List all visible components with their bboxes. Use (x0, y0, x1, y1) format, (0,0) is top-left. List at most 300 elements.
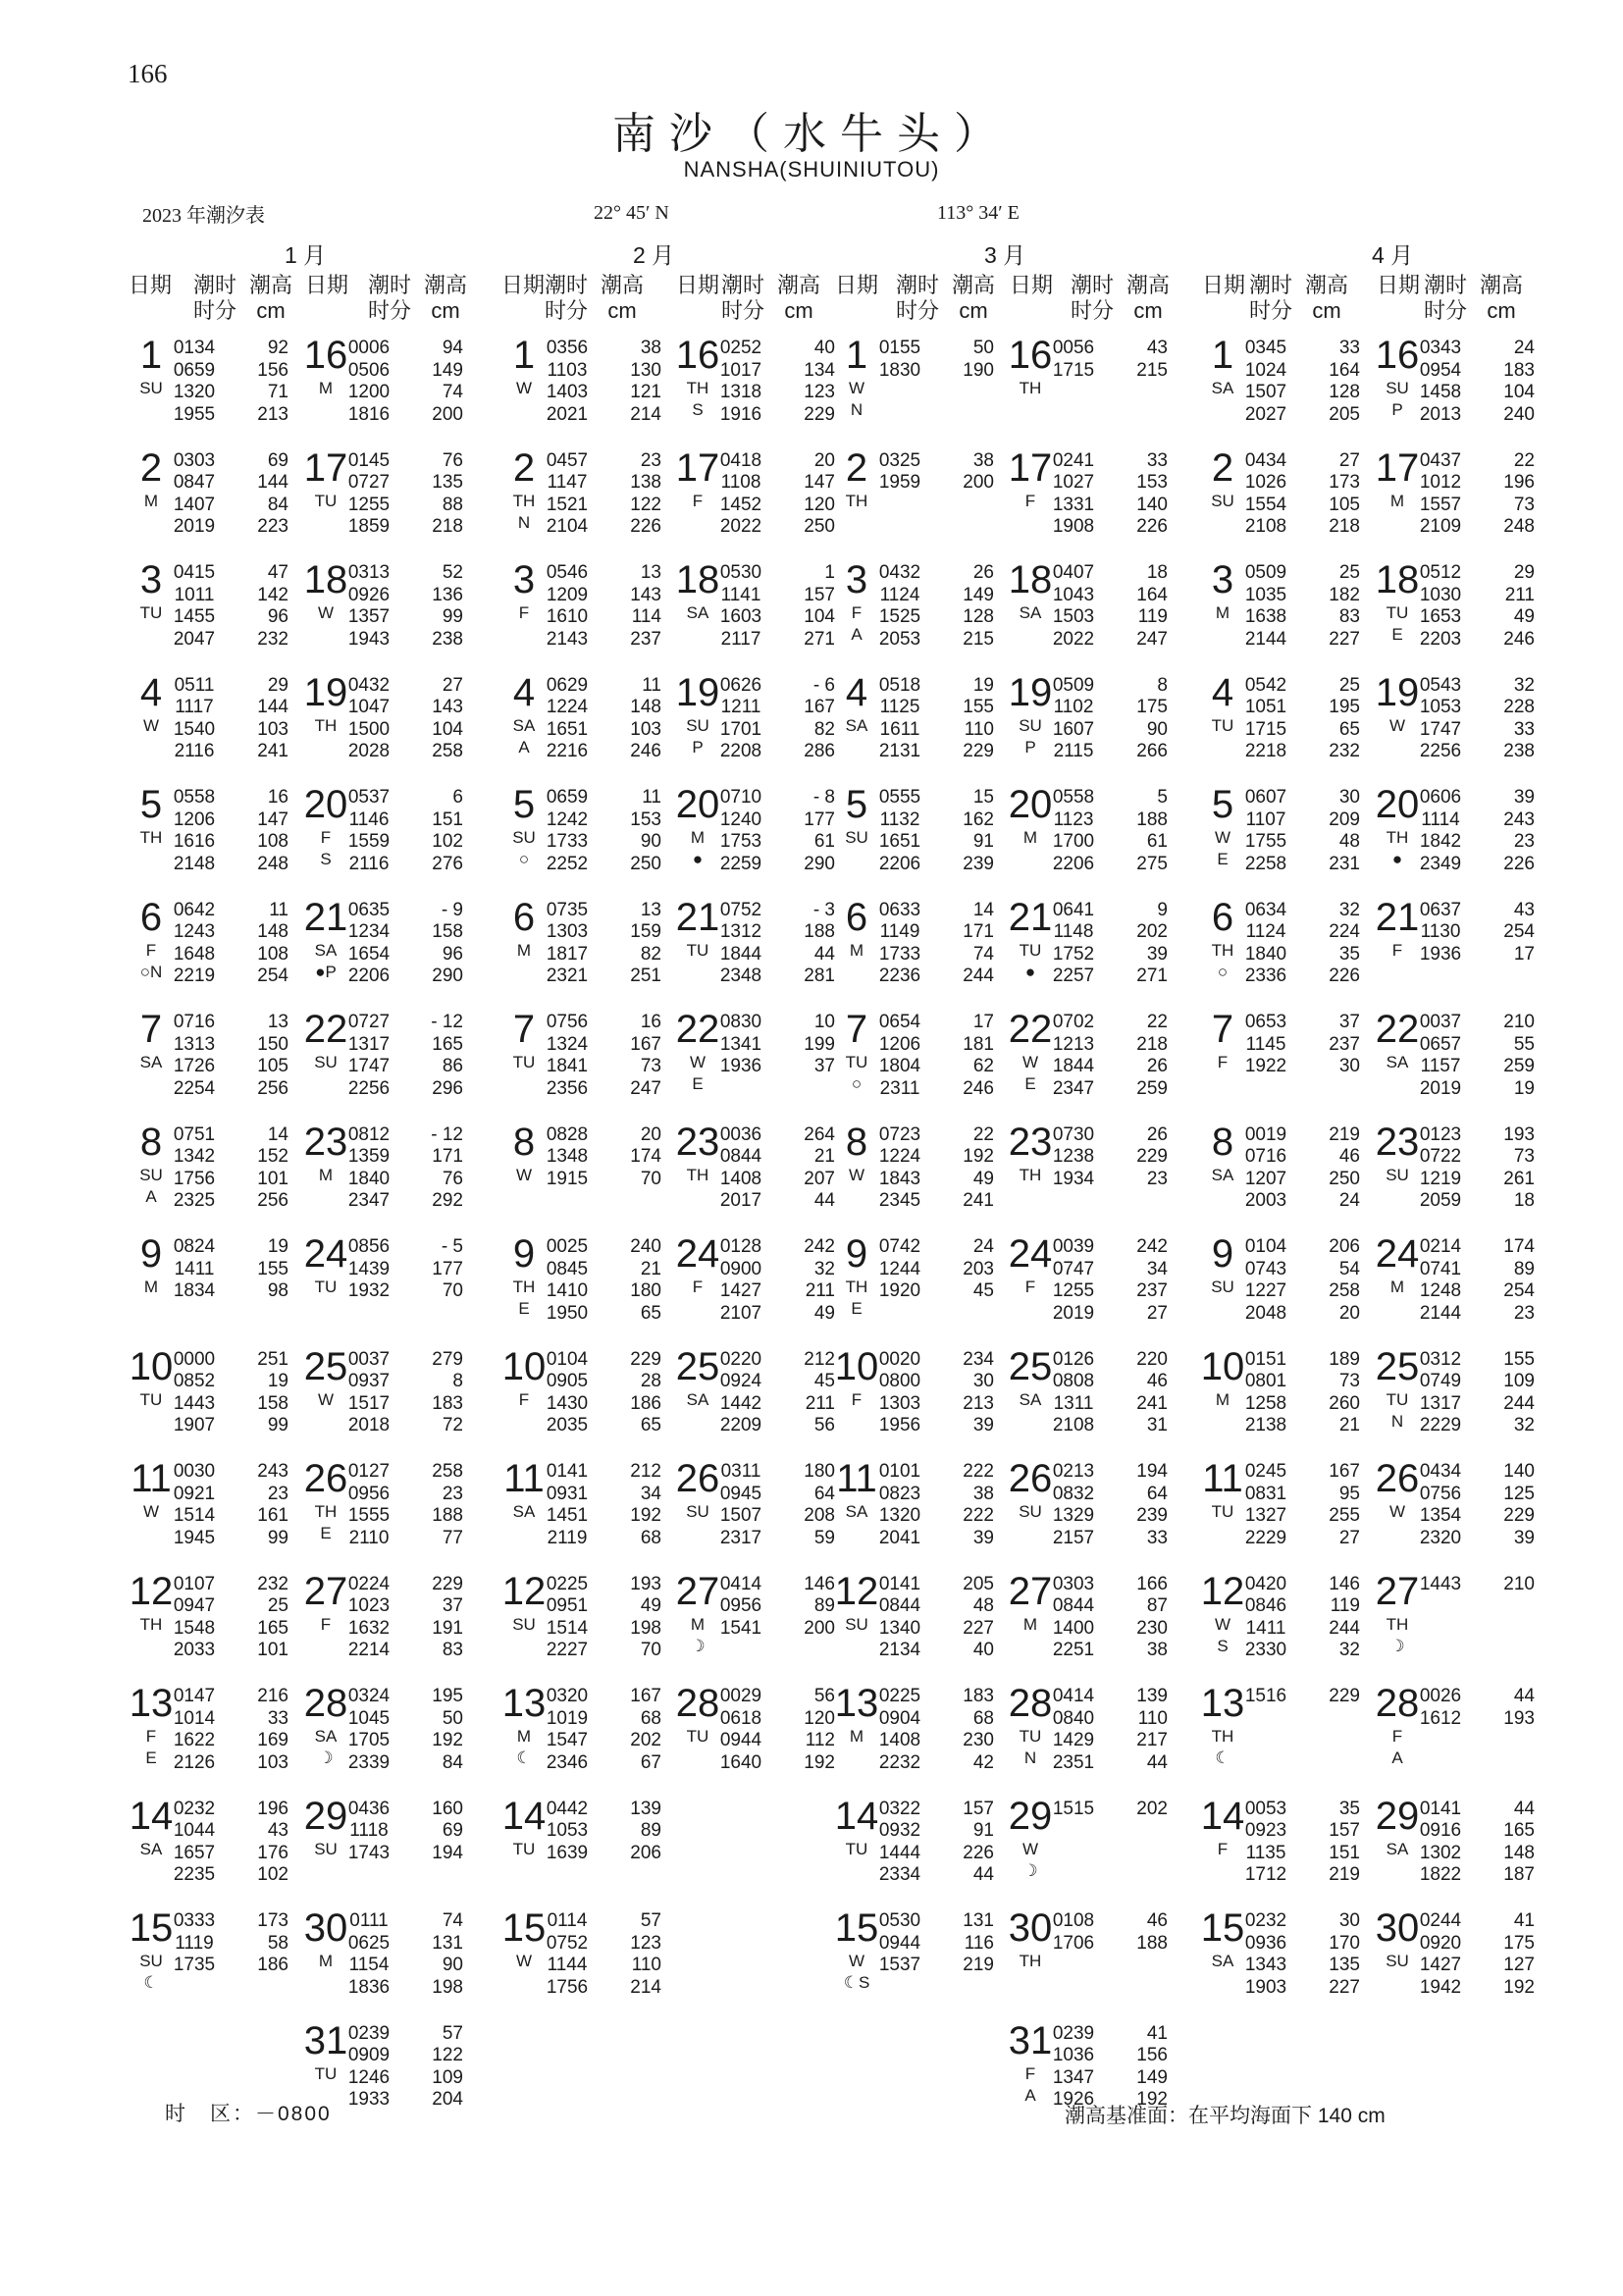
tide-time: 1320 (173, 382, 216, 402)
tide-height: 211 (805, 1280, 835, 1301)
tide-time: 1213 (1052, 1033, 1095, 1055)
tide-height: 43 (1513, 899, 1535, 920)
tide-time: 1147 (547, 472, 588, 493)
tide-time: 1653 (1419, 606, 1462, 627)
tide-height: 188 (1136, 1932, 1168, 1954)
header-label: cm (959, 298, 988, 323)
day-number: 1 (845, 334, 868, 377)
tide-row (1238, 719, 1360, 742)
tide-height: 27 (442, 674, 463, 696)
weekday-label: TH (686, 379, 709, 397)
tide-height: 38 (972, 449, 994, 471)
tide-row (1238, 1933, 1360, 1956)
tide-time: 0418 (719, 449, 762, 471)
tide-row (540, 675, 661, 698)
tide-row (1413, 900, 1535, 922)
weekday-label: M (1215, 603, 1230, 622)
tide-time: 0909 (347, 2045, 391, 2065)
tide-height: 103 (630, 718, 661, 740)
tide-time: 1348 (546, 1146, 589, 1167)
tide-time: 0324 (347, 1686, 391, 1706)
tide-time: 1427 (719, 1280, 762, 1301)
tide-row (167, 1528, 288, 1550)
tide-time: 2345 (878, 1190, 921, 1211)
tide-row (713, 831, 835, 854)
tide-height: 76 (442, 449, 463, 471)
tide-time: 0030 (173, 1461, 216, 1482)
tide-row (341, 1169, 463, 1191)
tide-list (872, 1686, 994, 1774)
tide-height: 58 (267, 1932, 288, 1954)
tide-height: 161 (257, 1505, 288, 1526)
tide-time: 0101 (878, 1461, 921, 1482)
tide-time: 1715 (1244, 718, 1287, 740)
tide-row (1046, 1505, 1168, 1528)
tide-height: 91 (972, 1820, 994, 1841)
tide-row (1238, 900, 1360, 922)
tide-row (341, 1280, 463, 1303)
tide-height: 25 (1338, 562, 1360, 583)
day-number: 12 (834, 1569, 879, 1613)
day-entry (1197, 1345, 1364, 1453)
tide-time: 2356 (546, 1077, 589, 1099)
tide-row (1413, 1415, 1535, 1437)
tide-row (1238, 1618, 1360, 1641)
tide-list (341, 1236, 463, 1303)
tide-row (713, 606, 835, 629)
tide-height: 69 (442, 1820, 463, 1841)
tide-time: 1024 (1244, 359, 1287, 381)
tide-row (872, 900, 994, 922)
day-entry (1372, 558, 1539, 666)
tide-row (540, 1640, 661, 1662)
tide-height: 226 (630, 516, 661, 537)
tide-time: 2256 (347, 1077, 391, 1099)
tide-height: 255 (1329, 1505, 1360, 1526)
tide-height: 55 (1513, 1033, 1535, 1055)
day-number: 4 (139, 670, 163, 714)
tide-height: 250 (630, 853, 661, 874)
tide-height: 271 (804, 628, 835, 650)
tide-row (167, 1730, 288, 1752)
tide-height: 229 (1503, 1505, 1535, 1526)
header-label: 日期 (1009, 273, 1053, 297)
tide-row (713, 944, 835, 966)
day-entry (1372, 783, 1539, 891)
day-number: 30 (1008, 1906, 1053, 1950)
tide-row (1046, 1484, 1168, 1506)
tide-row (713, 1169, 835, 1191)
tide-list (872, 338, 994, 382)
moon-phase-marker: E (1217, 850, 1229, 868)
month-title: 1 月 (285, 242, 327, 268)
tide-height: 200 (432, 403, 463, 425)
tide-time: 1540 (173, 718, 216, 740)
tide-row (1413, 1864, 1535, 1887)
tide-height: 173 (1329, 472, 1360, 493)
tide-row (1238, 854, 1360, 876)
tide-time: 2134 (878, 1640, 921, 1660)
header-label: 时分 (720, 298, 764, 323)
tide-row (1413, 1955, 1535, 1977)
tide-height: 218 (432, 516, 463, 537)
tide-time: 0634 (1244, 899, 1287, 920)
tide-height: 96 (442, 943, 463, 965)
weekday-label: F (320, 828, 332, 847)
tide-height: 67 (640, 1751, 661, 1773)
tide-height: 292 (432, 1190, 463, 1211)
tide-row (1413, 1280, 1535, 1303)
day-number: 8 (139, 1120, 163, 1164)
tide-list (1046, 450, 1168, 539)
day-number: 16 (303, 334, 348, 377)
tide-row (341, 404, 463, 427)
moon-phase-marker: ☾ (516, 1748, 532, 1767)
tide-height: 65 (640, 1302, 661, 1324)
day-entry (1372, 1232, 1539, 1340)
day-number: 1 (512, 334, 536, 377)
tide-time: 0345 (1244, 338, 1287, 358)
tide-time: 0716 (173, 1012, 216, 1032)
tide-row (1413, 921, 1535, 944)
tide-list (1413, 1799, 1535, 1887)
tide-row (341, 562, 463, 585)
tide-row (1238, 1484, 1360, 1506)
tide-time: 2019 (173, 516, 216, 537)
tide-time: 2208 (719, 741, 762, 761)
tide-time: 1516 (1244, 1686, 1287, 1706)
tide-time: 1743 (347, 1842, 391, 1863)
tide-height: 32 (1513, 674, 1535, 696)
latitude: 22° 45′ N (594, 202, 669, 224)
tide-row (167, 1034, 288, 1057)
moon-phase-marker: A (851, 625, 863, 644)
tide-height: 16 (267, 787, 288, 808)
header-label: 时分 (895, 298, 939, 323)
tide-time: 0509 (1052, 674, 1095, 696)
tide-row (167, 1259, 288, 1281)
tide-row (1413, 1371, 1535, 1393)
tide-height: 46 (1146, 1371, 1168, 1391)
tide-row (1238, 629, 1360, 652)
tide-row (1238, 450, 1360, 473)
tide-row (872, 1820, 994, 1843)
weekday-label: W (317, 1389, 335, 1409)
day-entry (498, 334, 665, 442)
tide-height: 243 (257, 1461, 288, 1482)
tide-time: 1108 (720, 472, 761, 493)
tide-time: 2229 (1419, 1415, 1462, 1435)
tide-time: 0241 (1052, 449, 1095, 471)
tide-time: 0107 (173, 1573, 216, 1594)
tide-time: 1945 (173, 1527, 216, 1548)
tide-time: 2053 (878, 628, 921, 650)
tide-time: 1726 (173, 1056, 216, 1076)
tide-row (1413, 629, 1535, 652)
header-label: 潮高 (951, 273, 995, 297)
tide-height: 200 (804, 1617, 835, 1639)
weekday-label: SU (845, 828, 868, 847)
tide-height: 148 (630, 697, 661, 717)
column-header-height (948, 273, 999, 324)
tide-time: 1238 (1052, 1146, 1095, 1167)
tide-height: 240 (1503, 403, 1535, 425)
tide-time: 0546 (546, 562, 589, 583)
day-number: 25 (303, 1344, 348, 1388)
tide-time: 2339 (347, 1751, 391, 1773)
tide-time: 1959 (878, 472, 921, 493)
tide-row (341, 854, 463, 876)
tide-time: 1400 (1052, 1617, 1095, 1639)
tide-row (872, 1933, 994, 1956)
tide-height: 226 (1329, 965, 1360, 986)
day-number: 26 (1008, 1457, 1053, 1500)
weekday-label: SA (512, 1502, 536, 1521)
tide-row (167, 1799, 288, 1821)
tide-height: 17 (972, 1012, 994, 1032)
tide-height: 49 (813, 1302, 835, 1324)
tide-row (1046, 606, 1168, 629)
tide-height: 212 (804, 1348, 835, 1370)
weekday-label: TU (686, 940, 709, 960)
tide-time: 1830 (878, 359, 921, 381)
tide-height: 238 (1503, 741, 1535, 761)
tide-height: 89 (640, 1820, 661, 1841)
day-entry (300, 1232, 467, 1340)
tide-list (872, 1349, 994, 1437)
tide-row (1046, 1349, 1168, 1372)
tide-row (1046, 1708, 1168, 1731)
tide-time: 1903 (1244, 1976, 1287, 1998)
tide-time: 1735 (173, 1955, 216, 1975)
tide-height: 105 (1329, 494, 1360, 515)
tide-time: 1017 (719, 359, 762, 381)
tide-height: 65 (640, 1415, 661, 1435)
day-entry (1197, 671, 1364, 779)
moon-phase-marker: E (320, 1524, 332, 1542)
tide-row (1413, 472, 1535, 495)
tide-height: 232 (1329, 741, 1360, 761)
tide-row (872, 697, 994, 719)
moon-phase-marker: ☾ (143, 1973, 159, 1992)
tide-row (341, 1190, 463, 1213)
tide-time: 0954 (1419, 359, 1462, 381)
tide-list (167, 1012, 288, 1100)
tide-time: 1030 (1419, 584, 1462, 605)
tide-row (713, 1303, 835, 1326)
tide-time: 0801 (1244, 1371, 1287, 1391)
tide-time: 1410 (546, 1280, 589, 1301)
day-entry (498, 1570, 665, 1678)
tide-list (1238, 1012, 1360, 1078)
tide-height: 28 (640, 1371, 661, 1391)
tide-time: 1154 (348, 1955, 390, 1975)
tide-height: 246 (1503, 628, 1535, 650)
day-entry (1372, 896, 1539, 1004)
moon-phase-marker: ☽ (1389, 1636, 1405, 1655)
tide-time: 0937 (347, 1371, 391, 1391)
tide-row (1413, 675, 1535, 698)
tide-height: 127 (1503, 1955, 1535, 1975)
tide-list (872, 1574, 994, 1662)
tide-time: 1327 (1244, 1505, 1287, 1526)
tide-row (1046, 2067, 1168, 2090)
tide-time: 1705 (347, 1730, 391, 1750)
day-number: 5 (845, 783, 868, 826)
column-header-time (1242, 273, 1299, 324)
tide-time: 1357 (347, 606, 391, 627)
tide-time: 1043 (1052, 584, 1095, 605)
weekday-label: W (848, 1952, 865, 1970)
tide-height: 171 (963, 921, 994, 942)
weekday-label: TH (314, 715, 338, 735)
tide-list (713, 1461, 835, 1549)
day-entry (672, 1457, 839, 1565)
tide-row (1046, 1124, 1168, 1147)
tide-row (713, 1259, 835, 1281)
tide-time: 1051 (1244, 697, 1287, 717)
day-entry (672, 896, 839, 1004)
weekday-label: W (1021, 1053, 1039, 1071)
tide-height: 46 (1338, 1146, 1360, 1167)
tide-row (1046, 1528, 1168, 1550)
day-number: 1 (1211, 334, 1234, 377)
tide-row (872, 1190, 994, 1213)
tide-time: 0749 (1419, 1371, 1462, 1391)
tide-row (872, 606, 994, 629)
tide-row (872, 1752, 994, 1775)
tide-row (713, 675, 835, 698)
tide-time: 0723 (878, 1123, 921, 1145)
tide-time: 1427 (1419, 1955, 1462, 1975)
weekday-label: SU (1019, 715, 1042, 735)
tide-row (1413, 1169, 1535, 1191)
tide-height: 130 (630, 359, 661, 381)
tide-list (540, 1574, 661, 1662)
day-entry (126, 1906, 292, 2014)
tide-height: 227 (1329, 628, 1360, 650)
tide-row (341, 1012, 463, 1034)
tide-time: 0812 (347, 1123, 391, 1145)
header-label: 日期 (1201, 273, 1245, 297)
tide-height: 1 (824, 562, 835, 583)
weekday-label: F (145, 940, 157, 960)
tide-row (1413, 1843, 1535, 1865)
tide-row (167, 1843, 288, 1865)
tide-row (1413, 944, 1535, 966)
header-label: cm (1487, 298, 1516, 323)
tide-height: 183 (1503, 359, 1535, 381)
tide-height: 23 (1146, 1168, 1168, 1189)
tide-row (1238, 1124, 1360, 1147)
tide-row (713, 404, 835, 427)
moon-phase-marker: P (1391, 400, 1403, 419)
day-number: 4 (1211, 670, 1234, 714)
tide-height: 39 (972, 1527, 994, 1548)
weekday-label: M (318, 1165, 334, 1184)
tide-time: 0900 (719, 1258, 762, 1279)
tide-time: 1200 (347, 382, 391, 402)
weekday-label: W (317, 603, 335, 622)
tide-time: 1442 (719, 1392, 762, 1414)
tide-row (167, 1484, 288, 1506)
header-label: 潮高 (248, 273, 292, 297)
day-entry (1197, 1008, 1364, 1116)
tide-height: 19 (267, 1236, 288, 1257)
tide-height: 266 (1136, 741, 1168, 761)
tide-time: 1933 (347, 2089, 391, 2110)
tide-height: 29 (267, 674, 288, 696)
weekday-label: SU (512, 828, 536, 847)
day-number: 20 (1375, 783, 1420, 826)
weekday-label: W (1214, 1614, 1231, 1634)
tide-height: 165 (1503, 1820, 1535, 1841)
tide-time: 0224 (347, 1573, 391, 1594)
day-entry (126, 1345, 292, 1453)
day-number: 26 (303, 1457, 348, 1500)
tide-row (167, 404, 288, 427)
tide-time: 0108 (1052, 1910, 1095, 1931)
tide-row (540, 1078, 661, 1101)
day-entry (300, 1345, 467, 1453)
tide-height: 49 (640, 1595, 661, 1616)
tide-time: 0846 (1244, 1595, 1287, 1616)
day-number: 6 (1211, 895, 1234, 939)
tide-height: 261 (1503, 1168, 1535, 1189)
tide-time: 0029 (719, 1686, 762, 1706)
tide-time: 1922 (1244, 1056, 1287, 1076)
tide-time: 2216 (546, 741, 589, 761)
tide-height: 199 (804, 1033, 835, 1055)
tide-row (540, 1933, 661, 1956)
day-number: 27 (675, 1569, 720, 1613)
day-number: 19 (1008, 670, 1053, 714)
tide-height: 64 (1146, 1483, 1168, 1504)
tide-time: 0742 (878, 1236, 921, 1257)
tide-time: 0225 (878, 1686, 921, 1706)
tide-time: 1458 (1419, 382, 1462, 402)
tide-list (1046, 675, 1168, 763)
tide-row (540, 1910, 661, 1933)
header-label: 时分 (367, 298, 411, 323)
column-header-time (1417, 273, 1474, 324)
day-entry (831, 334, 998, 442)
tide-height: 39 (972, 1415, 994, 1435)
tide-time: 2258 (1244, 853, 1287, 874)
weekday-label: M (849, 940, 864, 960)
tide-list (872, 1124, 994, 1213)
tide-row (872, 1505, 994, 1528)
day-number: 15 (129, 1906, 174, 1950)
day-number: 14 (129, 1794, 174, 1838)
tide-height: 105 (257, 1056, 288, 1076)
weekday-label: TU (1019, 940, 1042, 960)
tide-time: 2131 (878, 741, 921, 761)
tide-height: 254 (1503, 1280, 1535, 1301)
tide-time: 0741 (1419, 1258, 1462, 1279)
tide-height: 188 (804, 921, 835, 942)
tide-time: 2219 (173, 965, 216, 986)
tide-row (167, 1708, 288, 1731)
tide-list (1238, 338, 1360, 426)
tide-time: 0747 (1052, 1258, 1095, 1279)
tide-time: 2203 (1419, 628, 1462, 650)
tide-row (713, 1146, 835, 1169)
tide-time: 1045 (347, 1707, 391, 1729)
day-number: 7 (845, 1008, 868, 1051)
tide-list (167, 1910, 288, 1977)
tide-height: 101 (257, 1640, 288, 1660)
